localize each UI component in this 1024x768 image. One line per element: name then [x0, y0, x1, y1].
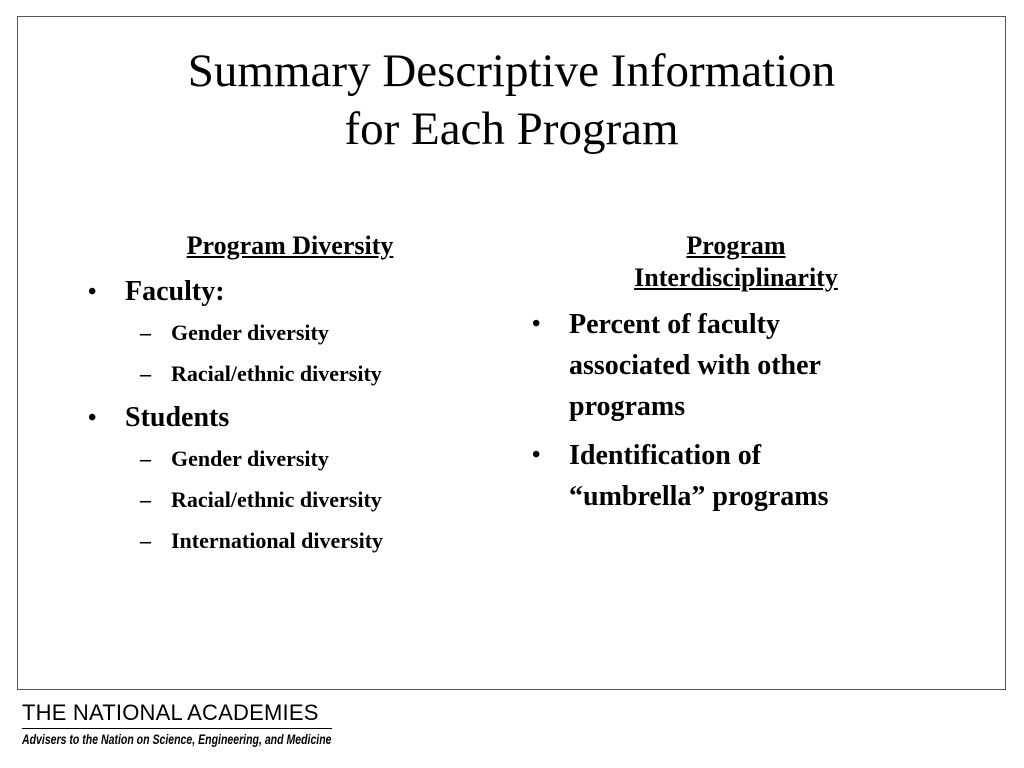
list-item-label: International diversity — [171, 528, 384, 553]
bullet-icon: • — [532, 442, 541, 468]
students-bullet — [80, 398, 500, 438]
slide-title-line-1: Summary Descriptive Information — [187, 45, 836, 97]
logo-tagline: Advisers to the Nation on Science, Engineering, and Medicine — [22, 732, 332, 747]
list-item — [80, 479, 500, 520]
students-sublist — [80, 438, 500, 561]
list-item-line: associated with other — [569, 350, 821, 381]
heading-line-1: Program — [686, 231, 786, 260]
list-item — [80, 312, 500, 353]
list-item — [80, 520, 500, 561]
dash-icon: – — [140, 487, 151, 512]
faculty-sublist-wrapper — [80, 312, 500, 394]
bullet-icon: • — [532, 311, 541, 337]
dash-icon: – — [140, 528, 151, 553]
diversity-list — [80, 272, 500, 561]
program-interdisciplinarity-column — [526, 230, 926, 525]
slide-title — [17, 42, 1006, 158]
students-label: Students — [125, 402, 230, 433]
slide-title-line-2: for Each Program — [344, 103, 679, 155]
list-item — [526, 304, 926, 427]
list-item — [80, 438, 500, 479]
faculty-bullet — [80, 272, 500, 312]
dash-icon: – — [140, 446, 151, 471]
list-item-label: Gender diversity — [171, 320, 329, 345]
list-item-line: “umbrella” programs — [569, 481, 829, 512]
dash-icon: – — [140, 320, 151, 345]
program-interdisciplinarity-heading — [526, 230, 946, 294]
list-item — [80, 353, 500, 394]
students-sublist-wrapper — [80, 438, 500, 561]
bullet-icon: • — [88, 279, 97, 305]
program-diversity-heading: Program Diversity — [186, 231, 394, 260]
list-item-label: Racial/ethnic diversity — [171, 487, 382, 512]
faculty-label: Faculty: — [125, 276, 225, 307]
dash-icon: – — [140, 361, 151, 386]
bullet-icon: • — [88, 405, 97, 431]
interdisciplinarity-list — [526, 304, 926, 517]
list-item-label: Racial/ethnic diversity — [171, 361, 382, 386]
list-item-label: Gender diversity — [171, 446, 329, 471]
list-item — [526, 435, 926, 517]
program-diversity-column — [80, 230, 500, 565]
list-item-line: programs — [569, 391, 686, 422]
national-academies-logo — [22, 700, 332, 749]
list-item-line: Identification of — [569, 440, 762, 471]
list-item-line: Percent of faculty — [569, 309, 780, 340]
logo-name: THE NATIONAL ACADEMIES — [22, 700, 332, 729]
faculty-sublist — [80, 312, 500, 394]
heading-line-2: Interdisciplinarity — [634, 263, 838, 292]
